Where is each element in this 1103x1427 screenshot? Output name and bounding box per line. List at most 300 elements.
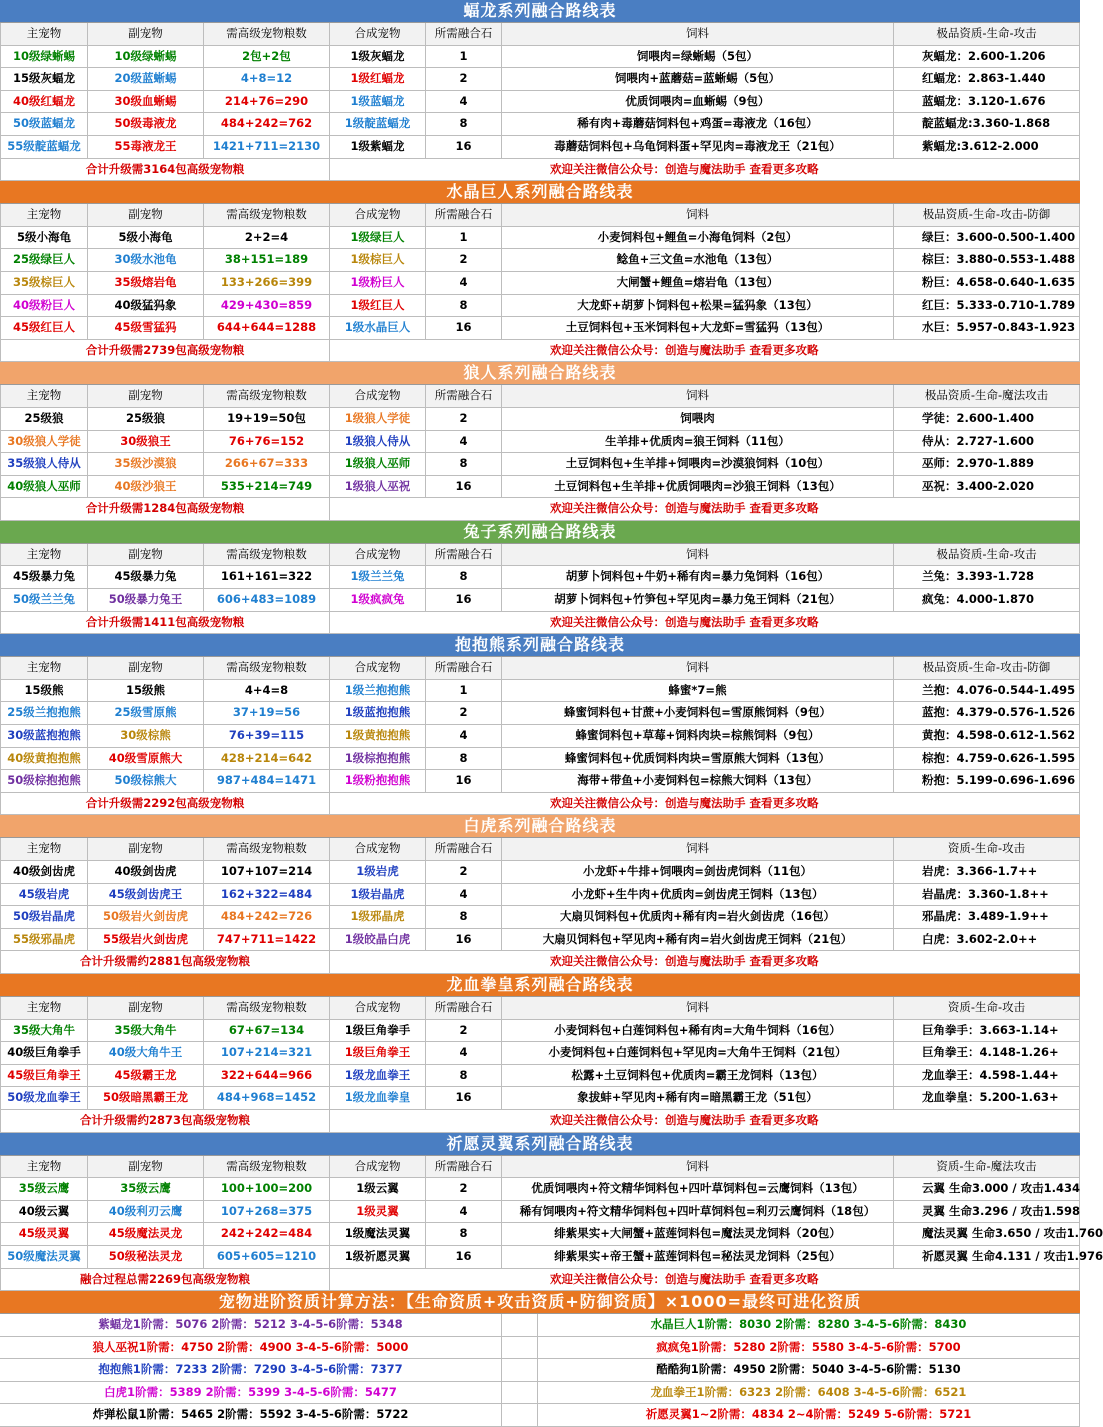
section-7 xyxy=(0,1133,1103,1292)
table-cell: 1级龙血拳王 xyxy=(330,1065,426,1087)
table-cell: 747+711=1422 xyxy=(204,929,330,951)
table-header-row xyxy=(0,838,1080,861)
table-cell: 35级大角牛 xyxy=(88,1020,204,1042)
notice-text: 欢迎关注微信公众号：创造与魔法助手 查看更多攻略 xyxy=(330,951,1080,973)
header-cell: 饲料 xyxy=(502,544,894,566)
table-row xyxy=(0,906,1080,929)
summary-text: 合计升级需3164包高级宠物粮 xyxy=(0,159,330,181)
table-cell: 毒蘑菇饲料包+乌龟饲料蛋+罕见肉=毒液龙王（21包） xyxy=(502,136,894,158)
table-row xyxy=(0,453,1080,476)
table-cell: 8 xyxy=(426,1065,502,1087)
table-cell: 2包+2包 xyxy=(204,46,330,68)
table-cell: 55级靛蓝蝠龙 xyxy=(0,136,88,158)
table-cell: 644+644=1288 xyxy=(204,317,330,339)
section-2 xyxy=(0,362,1080,521)
table-cell: 4 xyxy=(426,1042,502,1064)
header-cell: 副宠物 xyxy=(88,657,204,679)
table-cell: 76+76=152 xyxy=(204,431,330,453)
table-cell: 松露+土豆饲料包+优质肉=霸王龙饲料（13包） xyxy=(502,1065,894,1087)
table-cell: 40级巨角拳手 xyxy=(0,1042,88,1064)
table-cell: 242+242=484 xyxy=(204,1223,330,1245)
table-cell: 红蝠龙：2.863-1.440 xyxy=(894,68,1080,90)
header-cell: 合成宠物 xyxy=(330,23,426,45)
evolution-right: 水晶巨人1阶需：8030 2阶需：8280 3-4-5-6阶需：8430 xyxy=(538,1314,1080,1336)
table-cell: 4+4=8 xyxy=(204,680,330,702)
table-cell: 小麦饲料包+白莲饲料包+稀有肉=大角牛饲料（16包） xyxy=(502,1020,894,1042)
table-cell: 绿巨：3.600-0.500-1.400 xyxy=(894,227,1080,249)
table-cell: 162+322=484 xyxy=(204,884,330,906)
table-cell: 1级兰兰兔 xyxy=(330,566,426,588)
header-cell: 所需融合石 xyxy=(426,657,502,679)
table-cell: 胡萝卜饲料包+竹笋包+罕见肉=暴力兔王饲料（21包） xyxy=(502,589,894,611)
table-cell: 兰兔：3.393-1.728 xyxy=(894,566,1080,588)
table-cell: 45级暴力兔 xyxy=(0,566,88,588)
header-cell: 所需融合石 xyxy=(426,204,502,226)
table-cell: 巨角拳王：4.148-1.26+ xyxy=(894,1042,1080,1064)
table-row xyxy=(0,295,1080,318)
table-cell: 133+266=399 xyxy=(204,272,330,294)
table-cell: 16 xyxy=(426,317,502,339)
table-cell: 40级剑齿虎 xyxy=(88,861,204,883)
table-header-row xyxy=(0,544,1080,567)
table-cell: 15级熊 xyxy=(0,680,88,702)
table-cell: 16 xyxy=(426,476,502,498)
table-row xyxy=(0,1065,1080,1088)
table-cell: 蜂蜜饲料包+甘蔗+小麦饲料包=雪原熊饲料（9包） xyxy=(502,702,894,724)
table-cell: 25级狼 xyxy=(88,408,204,430)
header-cell: 需高级宠物粮数 xyxy=(204,204,330,226)
section-title: 白虎系列融合路线表 xyxy=(0,815,1080,838)
table-cell: 40级黄抱抱熊 xyxy=(0,748,88,770)
header-cell: 所需融合石 xyxy=(426,385,502,407)
table-cell: 50级秘法灵龙 xyxy=(88,1246,204,1268)
header-cell: 所需融合石 xyxy=(426,838,502,860)
table-cell: 4 xyxy=(426,272,502,294)
table-cell: 胡萝卜饲料包+牛奶+稀有肉=暴力兔饲料（16包） xyxy=(502,566,894,588)
table-cell: 38+151=189 xyxy=(204,249,330,271)
notice-text: 欢迎关注微信公众号：创造与魔法助手 查看更多攻略 xyxy=(330,1269,1080,1291)
table-cell: 绯紫果实+帝王蟹+蓝莲饲料包=秘法灵龙饲料（25包） xyxy=(502,1246,894,1268)
table-cell: 606+483=1089 xyxy=(204,589,330,611)
table-cell: 35级云鹰 xyxy=(88,1178,204,1200)
table-cell: 55级岩火剑齿虎 xyxy=(88,929,204,951)
table-cell: 50级毒液龙 xyxy=(88,113,204,135)
table-cell: 16 xyxy=(426,770,502,792)
table-cell: 1级兰抱抱熊 xyxy=(330,680,426,702)
table-cell: 16 xyxy=(426,1246,502,1268)
table-cell: 50级魔法灵翼 xyxy=(0,1246,88,1268)
evolution-right: 祈愿灵翼1~2阶需：4834 2~4阶需：5249 5-6阶需：5721 xyxy=(538,1404,1080,1426)
header-cell: 极品资质-生命-攻击-防御 xyxy=(894,657,1080,679)
table-cell: 1级蓝抱抱熊 xyxy=(330,702,426,724)
table-cell: 55级邪晶虎 xyxy=(0,929,88,951)
table-cell: 45级巨角拳王 xyxy=(0,1065,88,1087)
header-cell: 副宠物 xyxy=(88,23,204,45)
table-cell: 1级岩虎 xyxy=(330,861,426,883)
table-row xyxy=(0,1087,1080,1110)
summary-row xyxy=(0,1110,1080,1133)
notice-text: 欢迎关注微信公众号：创造与魔法助手 查看更多攻略 xyxy=(330,498,1080,520)
table-cell: 2 xyxy=(426,408,502,430)
section-title: 狼人系列融合路线表 xyxy=(0,362,1080,385)
summary-text: 合计升级需约2881包高级宠物粮 xyxy=(0,951,330,973)
table-cell: 侍从：2.727-1.600 xyxy=(894,431,1080,453)
table-cell: 8 xyxy=(426,113,502,135)
table-cell: 1级绿巨人 xyxy=(330,227,426,249)
table-cell: 黄抱：4.598-0.612-1.562 xyxy=(894,725,1080,747)
summary-row xyxy=(0,951,1080,974)
table-cell: 35级沙漠狼 xyxy=(88,453,204,475)
table-cell: 8 xyxy=(426,566,502,588)
table-cell: 1级水晶巨人 xyxy=(330,317,426,339)
evolution-spacer xyxy=(502,1359,538,1381)
table-cell: 棕巨：3.880-0.553-1.488 xyxy=(894,249,1080,271)
table-cell: 1级狼人巫祝 xyxy=(330,476,426,498)
table-cell: 50级暴力兔王 xyxy=(88,589,204,611)
table-cell: 50级暗黑霸王龙 xyxy=(88,1087,204,1109)
table-header-row xyxy=(0,997,1080,1020)
table-header-row xyxy=(0,1156,1080,1179)
evolution-right: 酷酷狗1阶需：4950 2阶需：5040 3-4-5-6阶需：5130 xyxy=(538,1359,1080,1381)
header-cell: 副宠物 xyxy=(88,997,204,1019)
table-header-row xyxy=(0,657,1080,680)
table-cell: 76+39=115 xyxy=(204,725,330,747)
table-cell: 16 xyxy=(426,1087,502,1109)
table-cell: 30级蓝抱抱熊 xyxy=(0,725,88,747)
summary-text: 合计升级需1411包高级宠物粮 xyxy=(0,612,330,634)
table-cell: 龙血拳皇：5.200-1.63+ xyxy=(894,1087,1080,1109)
header-cell: 资质-生命-攻击 xyxy=(894,838,1080,860)
table-cell: 45级魔法灵龙 xyxy=(88,1223,204,1245)
table-cell: 饲喂肉 xyxy=(502,408,894,430)
table-cell: 45级灵翼 xyxy=(0,1223,88,1245)
header-cell: 主宠物 xyxy=(0,838,88,860)
table-cell: 50级岩火剑齿虎 xyxy=(88,906,204,928)
table-cell: 大闸蟹+鲤鱼=熔岩龟（13包） xyxy=(502,272,894,294)
table-cell: 1级黄抱抱熊 xyxy=(330,725,426,747)
table-cell: 1级狼人巫师 xyxy=(330,453,426,475)
evolution-left: 狼人巫祝1阶需：4750 2阶需：4900 3-4-5-6阶需：5000 xyxy=(0,1337,502,1359)
table-cell: 小麦饲料包+鲤鱼=小海龟饲料（2包） xyxy=(502,227,894,249)
table-cell: 饲喂肉=绿蜥蜴（5包） xyxy=(502,46,894,68)
table-cell: 484+968=1452 xyxy=(204,1087,330,1109)
section-title: 兔子系列融合路线表 xyxy=(0,521,1080,544)
evolution-row xyxy=(0,1337,1080,1360)
header-cell: 需高级宠物粮数 xyxy=(204,1156,330,1178)
header-cell: 极品资质-生命-攻击-防御 xyxy=(894,204,1080,226)
summary-row xyxy=(0,793,1080,816)
evolution-spacer xyxy=(502,1337,538,1359)
table-cell: 小龙虾+生牛肉+优质肉=剑齿虎王饲料（13包） xyxy=(502,884,894,906)
table-cell: 1421+711=2130 xyxy=(204,136,330,158)
table-cell: 1级红蝠龙 xyxy=(330,68,426,90)
table-cell: 40级沙狼王 xyxy=(88,476,204,498)
table-cell: 50级棕熊大 xyxy=(88,770,204,792)
section-1 xyxy=(0,181,1080,362)
evolution-row xyxy=(0,1404,1080,1427)
header-cell: 合成宠物 xyxy=(330,997,426,1019)
table-cell: 50级龙血拳王 xyxy=(0,1087,88,1109)
table-cell: 土豆饲料包+生羊排+饲喂肉=沙漠狼饲料（10包） xyxy=(502,453,894,475)
table-cell: 大龙虾+胡萝卜饲料包+松果=猛犸象（13包） xyxy=(502,295,894,317)
table-cell: 1级云翼 xyxy=(330,1178,426,1200)
table-cell: 484+242=762 xyxy=(204,113,330,135)
table-cell: 16 xyxy=(426,589,502,611)
header-cell: 资质-生命-攻击 xyxy=(894,997,1080,1019)
table-cell: 428+214=642 xyxy=(204,748,330,770)
table-cell: 50级蓝蝠龙 xyxy=(0,113,88,135)
header-cell: 饲料 xyxy=(502,657,894,679)
header-cell: 需高级宠物粮数 xyxy=(204,838,330,860)
table-cell: 岩晶虎：3.360-1.8++ xyxy=(894,884,1080,906)
table-cell: 1 xyxy=(426,46,502,68)
table-cell: 2 xyxy=(426,68,502,90)
table-cell: 1级狼人学徒 xyxy=(330,408,426,430)
table-row xyxy=(0,1246,1103,1269)
table-cell: 红巨：5.333-0.710-1.789 xyxy=(894,295,1080,317)
table-cell: 8 xyxy=(426,453,502,475)
table-cell: 4 xyxy=(426,725,502,747)
table-cell: 蜂蜜饲料包+优质饲料肉块=雪原熊大饲料（13包） xyxy=(502,748,894,770)
table-cell: 45级岩虎 xyxy=(0,884,88,906)
table-cell: 8 xyxy=(426,1223,502,1245)
table-cell: 214+76=290 xyxy=(204,91,330,113)
table-cell: 35级熔岩龟 xyxy=(88,272,204,294)
table-row xyxy=(0,91,1080,114)
table-cell: 优质饲喂肉+符文精华饲料包+四叶草饲料包=云鹰饲料（13包） xyxy=(502,1178,894,1200)
table-cell: 1级灰蝠龙 xyxy=(330,46,426,68)
table-row xyxy=(0,680,1080,703)
table-cell: 疯兔：4.000-1.870 xyxy=(894,589,1080,611)
table-row xyxy=(0,408,1080,431)
summary-text: 合计升级需1284包高级宠物粮 xyxy=(0,498,330,520)
header-cell: 所需融合石 xyxy=(426,23,502,45)
table-cell: 987+484=1471 xyxy=(204,770,330,792)
table-cell: 55毒液龙王 xyxy=(88,136,204,158)
table-cell: 生羊排+优质肉=狼王饲料（11包） xyxy=(502,431,894,453)
table-cell: 19+19=50包 xyxy=(204,408,330,430)
table-cell: 1级粉巨人 xyxy=(330,272,426,294)
table-cell: 45级暴力兔 xyxy=(88,566,204,588)
header-cell: 副宠物 xyxy=(88,838,204,860)
table-cell: 484+242=726 xyxy=(204,906,330,928)
table-cell: 107+268=375 xyxy=(204,1201,330,1223)
table-cell: 25级狼 xyxy=(0,408,88,430)
table-cell: 5级小海龟 xyxy=(88,227,204,249)
table-cell: 45级霸王龙 xyxy=(88,1065,204,1087)
table-cell: 8 xyxy=(426,295,502,317)
table-cell: 2+2=4 xyxy=(204,227,330,249)
section-0 xyxy=(0,0,1080,181)
evolution-left: 紫蝠龙1阶需：5076 2阶需：5212 3-4-5-6阶需：5348 xyxy=(0,1314,502,1336)
summary-text: 合计升级需2292包高级宠物粮 xyxy=(0,793,330,815)
header-cell: 主宠物 xyxy=(0,385,88,407)
header-cell: 极品资质-生命-攻击 xyxy=(894,23,1080,45)
summary-row xyxy=(0,1269,1080,1292)
table-cell: 5级小海龟 xyxy=(0,227,88,249)
table-row xyxy=(0,770,1080,793)
table-cell: 40级云翼 xyxy=(0,1201,88,1223)
table-cell: 40级粉巨人 xyxy=(0,295,88,317)
evolution-left: 抱抱熊1阶需：7233 2阶需：7290 3-4-5-6阶需：7377 xyxy=(0,1359,502,1381)
header-cell: 极品资质-生命-攻击 xyxy=(894,544,1080,566)
table-cell: 紫蝠龙:3.612-2.000 xyxy=(894,136,1080,158)
header-cell: 需高级宠物粮数 xyxy=(204,23,330,45)
table-row xyxy=(0,249,1080,272)
table-cell: 10级绿蜥蜴 xyxy=(0,46,88,68)
table-cell: 灰蝠龙：2.600-1.206 xyxy=(894,46,1080,68)
table-cell: 水巨：5.957-0.843-1.923 xyxy=(894,317,1080,339)
table-cell: 2 xyxy=(426,702,502,724)
table-row xyxy=(0,929,1080,952)
summary-row xyxy=(0,159,1080,182)
evolution-row xyxy=(0,1314,1080,1337)
section-title: 龙血拳皇系列融合路线表 xyxy=(0,974,1080,997)
table-cell: 15级灰蝠龙 xyxy=(0,68,88,90)
table-cell: 2 xyxy=(426,249,502,271)
section-5 xyxy=(0,815,1080,974)
table-cell: 饲喂肉+蓝蘑菇=蓝蜥蜴（5包） xyxy=(502,68,894,90)
table-cell: 10级绿蜥蜴 xyxy=(88,46,204,68)
table-cell: 535+214=749 xyxy=(204,476,330,498)
table-cell: 30级水池龟 xyxy=(88,249,204,271)
table-cell: 4 xyxy=(426,1201,502,1223)
table-cell: 小龙虾+牛排+饲喂肉=剑齿虎饲料（11包） xyxy=(502,861,894,883)
table-cell: 107+107=214 xyxy=(204,861,330,883)
table-cell: 107+214=321 xyxy=(204,1042,330,1064)
header-cell: 合成宠物 xyxy=(330,838,426,860)
header-cell: 主宠物 xyxy=(0,544,88,566)
table-cell: 16 xyxy=(426,136,502,158)
table-cell: 40级雪原熊大 xyxy=(88,748,204,770)
table-cell: 巨角拳手：3.663-1.14+ xyxy=(894,1020,1080,1042)
table-cell: 蓝蝠龙：3.120-1.676 xyxy=(894,91,1080,113)
header-cell: 所需融合石 xyxy=(426,997,502,1019)
table-cell: 蜂蜜饲料包+草莓+饲料肉块=棕熊饲料（9包） xyxy=(502,725,894,747)
header-cell: 副宠物 xyxy=(88,544,204,566)
table-cell: 50级棕抱抱熊 xyxy=(0,770,88,792)
table-cell: 40级利刃云鹰 xyxy=(88,1201,204,1223)
table-row xyxy=(0,1042,1080,1065)
evolution-left: 炸弹松鼠1阶需：5465 2阶需：5592 3-4-5-6阶需：5722 xyxy=(0,1404,502,1426)
table-cell: 云翼 生命3.000 / 攻击1.434 xyxy=(894,1178,1080,1200)
table-cell: 30级棕熊 xyxy=(88,725,204,747)
table-row xyxy=(0,884,1080,907)
table-cell: 35级大角牛 xyxy=(0,1020,88,1042)
table-cell: 161+161=322 xyxy=(204,566,330,588)
table-cell: 1级疯疯兔 xyxy=(330,589,426,611)
table-cell: 35级棕巨人 xyxy=(0,272,88,294)
table-cell: 50级兰兰兔 xyxy=(0,589,88,611)
table-cell: 8 xyxy=(426,906,502,928)
table-cell: 67+67=134 xyxy=(204,1020,330,1042)
header-cell: 副宠物 xyxy=(88,204,204,226)
table-row xyxy=(0,113,1080,136)
table-cell: 40级猛犸象 xyxy=(88,295,204,317)
table-cell: 大扇贝饲料包+罕见肉+稀有肉=岩火剑齿虎王饲料（21包） xyxy=(502,929,894,951)
section-title: 水晶巨人系列融合路线表 xyxy=(0,181,1080,204)
table-cell: 1级蓝蝠龙 xyxy=(330,91,426,113)
table-cell: 15级熊 xyxy=(88,680,204,702)
table-cell: 稀有肉+毒蘑菇饲料包+鸡蛋=毒液龙（16包） xyxy=(502,113,894,135)
evolution-title: 宠物进阶资质计算方法：【生命资质+攻击资质+防御资质】×1000=最终可进化资质 xyxy=(0,1291,1080,1314)
header-cell: 饲料 xyxy=(502,997,894,1019)
evolution-row xyxy=(0,1382,1080,1405)
table-cell: 兰抱：4.076-0.544-1.495 xyxy=(894,680,1080,702)
header-cell: 饲料 xyxy=(502,204,894,226)
table-cell: 16 xyxy=(426,929,502,951)
table-row xyxy=(0,861,1080,884)
table-cell: 1级巨角拳手 xyxy=(330,1020,426,1042)
table-cell: 4 xyxy=(426,884,502,906)
header-cell: 合成宠物 xyxy=(330,544,426,566)
table-cell: 岩虎：3.366-1.7++ xyxy=(894,861,1080,883)
table-cell: 605+605=1210 xyxy=(204,1246,330,1268)
table-row xyxy=(0,272,1080,295)
section-title: 抱抱熊系列融合路线表 xyxy=(0,634,1080,657)
table-cell: 2 xyxy=(426,1178,502,1200)
table-row xyxy=(0,476,1080,499)
header-cell: 所需融合石 xyxy=(426,1156,502,1178)
table-cell: 45级雪猛犸 xyxy=(88,317,204,339)
section-3 xyxy=(0,521,1080,634)
header-cell: 副宠物 xyxy=(88,1156,204,1178)
table-cell: 1级巨角拳王 xyxy=(330,1042,426,1064)
table-cell: 322+644=966 xyxy=(204,1065,330,1087)
table-cell: 1级岩晶虎 xyxy=(330,884,426,906)
header-cell: 所需融合石 xyxy=(426,544,502,566)
evolution-right: 疯疯兔1阶需：5280 2阶需：5580 3-4-5-6阶需：5700 xyxy=(538,1337,1080,1359)
table-cell: 1级粉抱抱熊 xyxy=(330,770,426,792)
table-cell: 25级雪原熊 xyxy=(88,702,204,724)
table-cell: 30级血蜥蜴 xyxy=(88,91,204,113)
header-cell: 需高级宠物粮数 xyxy=(204,544,330,566)
table-row xyxy=(0,566,1080,589)
table-cell: 绯紫果实+大闸蟹+蓝莲饲料包=魔法灵龙饲料（20包） xyxy=(502,1223,894,1245)
table-cell: 1级皎晶白虎 xyxy=(330,929,426,951)
notice-text: 欢迎关注微信公众号：创造与魔法助手 查看更多攻略 xyxy=(330,793,1080,815)
table-header-row xyxy=(0,204,1080,227)
section-title: 蝠龙系列融合路线表 xyxy=(0,0,1080,23)
table-cell: 蜂蜜*7=熊 xyxy=(502,680,894,702)
table-cell: 1级红巨人 xyxy=(330,295,426,317)
summary-text: 融合过程总需2269包高级宠物粮 xyxy=(0,1269,330,1291)
table-cell: 稀有饲喂肉+符文精华饲料包+四叶草饲料包=利刃云鹰饲料（18包） xyxy=(502,1201,894,1223)
header-cell: 饲料 xyxy=(502,838,894,860)
table-cell: 邪晶虎：3.489-1.9++ xyxy=(894,906,1080,928)
table-cell: 37+19=56 xyxy=(204,702,330,724)
table-cell: 龙血拳王：4.598-1.44+ xyxy=(894,1065,1080,1087)
table-cell: 4 xyxy=(426,91,502,113)
summary-row xyxy=(0,340,1080,363)
table-cell: 1 xyxy=(426,227,502,249)
table-cell: 1 xyxy=(426,680,502,702)
table-cell: 1级龙血拳皇 xyxy=(330,1087,426,1109)
table-cell: 粉抱：5.199-0.696-1.696 xyxy=(894,770,1080,792)
header-cell: 副宠物 xyxy=(88,385,204,407)
header-cell: 合成宠物 xyxy=(330,657,426,679)
evolution-row xyxy=(0,1359,1080,1382)
evolution-spacer xyxy=(502,1314,538,1336)
table-cell: 土豆饲料包+生羊排+优质饲喂肉=沙狼王饲料（13包） xyxy=(502,476,894,498)
table-cell: 巫祝：3.400-2.020 xyxy=(894,476,1080,498)
table-cell: 1级祈愿灵翼 xyxy=(330,1246,426,1268)
table-row xyxy=(0,68,1080,91)
table-row xyxy=(0,227,1080,250)
table-row xyxy=(0,1201,1080,1224)
table-cell: 鲶鱼+三文鱼=水池龟（13包） xyxy=(502,249,894,271)
table-row xyxy=(0,725,1080,748)
